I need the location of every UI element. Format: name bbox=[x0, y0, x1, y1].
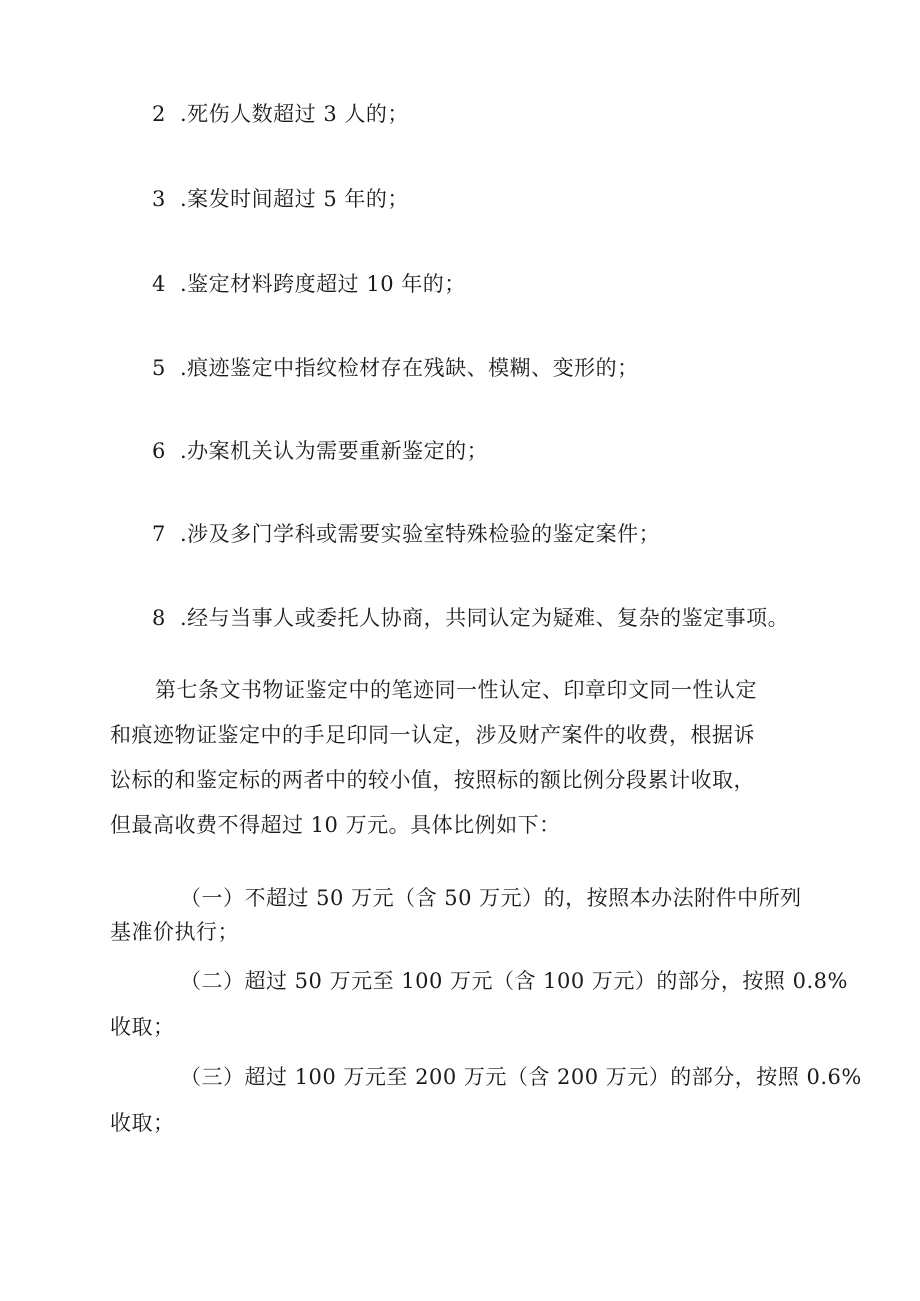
list-item-number: 8 bbox=[152, 606, 166, 630]
fee-tier-line: 基准价执行； bbox=[110, 920, 239, 944]
list-item-text: .经与当事人或委托人协商，共同认定为疑难、复杂的鉴定事项。 bbox=[180, 606, 790, 630]
list-item-text: .痕迹鉴定中指纹检材存在残缺、模糊、变形的； bbox=[180, 356, 639, 380]
list-item bbox=[152, 354, 639, 382]
list-item-number: 2 bbox=[152, 102, 166, 126]
list-item-number: 7 bbox=[152, 522, 166, 546]
list-item-text: .涉及多门学科或需要实验室特殊检验的鉴定案件； bbox=[180, 522, 661, 546]
list-item bbox=[152, 100, 409, 128]
article7-line: 第七条文书物证鉴定中的笔迹同一性认定、印章印文同一性认定 bbox=[155, 678, 757, 702]
list-item-text: .案发时间超过 5 年的； bbox=[180, 187, 409, 211]
list-item-text: .死伤人数超过 3 人的； bbox=[180, 102, 409, 126]
list-item bbox=[152, 270, 466, 298]
list-item bbox=[152, 437, 488, 465]
article7-line: 和痕迹物证鉴定中的手足印同一认定，涉及财产案件的收费，根据诉 bbox=[110, 723, 755, 747]
article7-line: 讼标的和鉴定标的两者中的较小值，按照标的额比例分段累计收取， bbox=[110, 768, 755, 792]
list-item-number: 5 bbox=[152, 356, 166, 380]
fee-tier-line: 收取； bbox=[110, 1111, 175, 1135]
list-item bbox=[152, 185, 409, 213]
list-item bbox=[152, 604, 789, 632]
fee-tier-line: 收取； bbox=[110, 1015, 175, 1039]
article7-line: 但最高收费不得超过 10 万元。具体比例如下： bbox=[110, 813, 561, 837]
fee-tier-line: （一）不超过 50 万元（含 50 万元）的，按照本办法附件中所列 bbox=[180, 886, 802, 910]
list-item-number: 3 bbox=[152, 187, 166, 211]
fee-tier-line: （二）超过 50 万元至 100 万元（含 100 万元）的部分，按照 0.8% bbox=[180, 969, 848, 993]
list-item bbox=[152, 520, 660, 548]
list-item-number: 6 bbox=[152, 439, 166, 463]
fee-tier-line: （三）超过 100 万元至 200 万元（含 200 万元）的部分，按照 0.6% bbox=[180, 1065, 862, 1089]
list-item-number: 4 bbox=[152, 272, 166, 296]
list-item-text: .鉴定材料跨度超过 10 年的； bbox=[180, 272, 466, 296]
list-item-text: .办案机关认为需要重新鉴定的； bbox=[180, 439, 489, 463]
